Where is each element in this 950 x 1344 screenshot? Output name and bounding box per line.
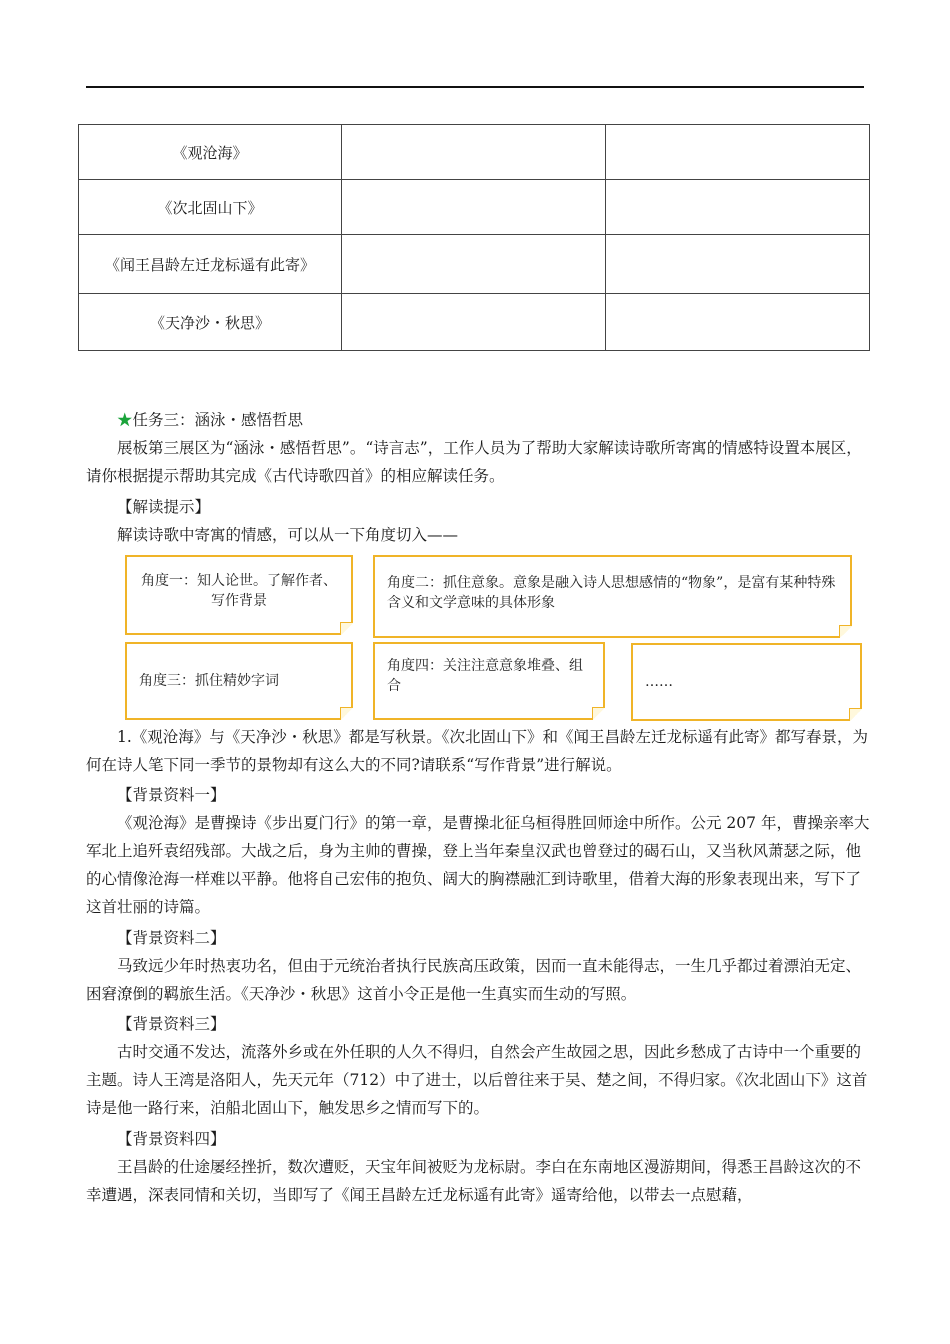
poem-table <box>78 124 870 351</box>
poem-title-cell: 《闻王昌龄左迁龙标遥有此寄》 <box>79 235 342 294</box>
material-text-4: 王昌龄的仕途屡经挫折，数次遭贬，天宝年间被贬为龙标尉。李白在东南地区漫游期间，得悉王昌龄这次的不幸遭遇，深表同情和关切，当即写了《闻王昌龄左迁龙标遥有此寄》遥寄给他，以带去一点慰藉， <box>86 1158 862 1204</box>
hint-label: 【解读提示】 <box>117 498 211 516</box>
star-icon: ★ <box>117 411 133 429</box>
task-intro: 展板第三展区为“涵泳・感悟哲思”。“诗言志”，工作人员为了帮助大家解读诗歌所寄寓的情感特设置本展区，请你根据提示帮助其完成《古代诗歌四首》的相应解读任务。 <box>86 439 862 485</box>
answer-cell[interactable] <box>606 180 870 235</box>
hint-lead: 解读诗歌中寄寓的情感，可以从一下角度切入—— <box>117 526 459 544</box>
poem-title-cell: 《观沧海》 <box>79 125 342 180</box>
material-text-1: 《观沧海》是曹操诗《步出夏门行》的第一章，是曹操北征乌桓得胜回师途中所作。公元 207 年，曹操亲率大军北上追歼袁绍残部。大战之后，身为主帅的曹操，登上当年秦皇汉武也曾登过的碣石山，又当秋风萧瑟之际，他的心情像沧海一样难以平静。他将自己宏伟的抱负、阔大的胸襟融汇到诗歌里，借着大海的形象表现出来，写下了这首壮丽的诗篇。 <box>86 814 870 916</box>
answer-cell[interactable] <box>606 125 870 180</box>
table-row <box>79 294 870 351</box>
answer-cell[interactable] <box>342 180 606 235</box>
answer-cell[interactable] <box>342 294 606 351</box>
poem-title-cell: 《天净沙・秋思》 <box>79 294 342 351</box>
material-text-3: 古时交通不发达，流落外乡或在外任职的人久不得归，自然会产生故园之思，因此乡愁成了古诗中一个重要的主题。诗人王湾是洛阳人，先天元年（712）中了进士，以后曾往来于吴、楚之间，不得归家。《次北固山下》这首诗是他一路行来，泊船北固山下，触发思乡之情而写下的。 <box>86 1043 868 1117</box>
angle-card-3: 角度三：抓住精妙字词 <box>125 642 353 720</box>
poem-title-cell: 《次北固山下》 <box>79 180 342 235</box>
material-label-2: 【背景资料二】 <box>117 929 226 947</box>
answer-cell[interactable] <box>342 125 606 180</box>
angle-card-4: 角度四：关注注意意象堆叠、组合 <box>373 642 605 720</box>
table-row <box>79 235 870 294</box>
material-label-4: 【背景资料四】 <box>117 1130 226 1148</box>
header-rule <box>86 86 864 88</box>
answer-cell[interactable] <box>342 235 606 294</box>
angle-card-2: 角度二：抓住意象。意象是融入诗人思想感情的“物象”，是富有某种特殊含义和文学意味的具体形象 <box>373 555 852 638</box>
material-label-1: 【背景资料一】 <box>117 786 226 804</box>
answer-cell[interactable] <box>606 235 870 294</box>
angle-card-more: …… <box>631 643 862 721</box>
task-heading: ★任务三：涵泳・感悟哲思 <box>117 411 304 429</box>
table-row <box>79 125 870 180</box>
question-1: 1.《观沧海》与《天净沙・秋思》都是写秋景。《次北固山下》和《闻王昌龄左迁龙标遥有此寄》都写春景，为何在诗人笔下同一季节的景物却有这么大的不同?请联系“写作背景”进行解说。 <box>86 728 869 774</box>
table-row <box>79 180 870 235</box>
material-text-2: 马致远少年时热衷功名，但由于元统治者执行民族高压政策，因而一直未能得志，一生几乎都过着漂泊无定、困窘潦倒的羁旅生活。《天净沙・秋思》这首小令正是他一生真实而生动的写照。 <box>86 957 862 1003</box>
material-label-3: 【背景资料三】 <box>117 1015 226 1033</box>
angle-card-1: 角度一：知人论世。了解作者、写作背景 <box>125 555 353 635</box>
answer-cell[interactable] <box>606 294 870 351</box>
